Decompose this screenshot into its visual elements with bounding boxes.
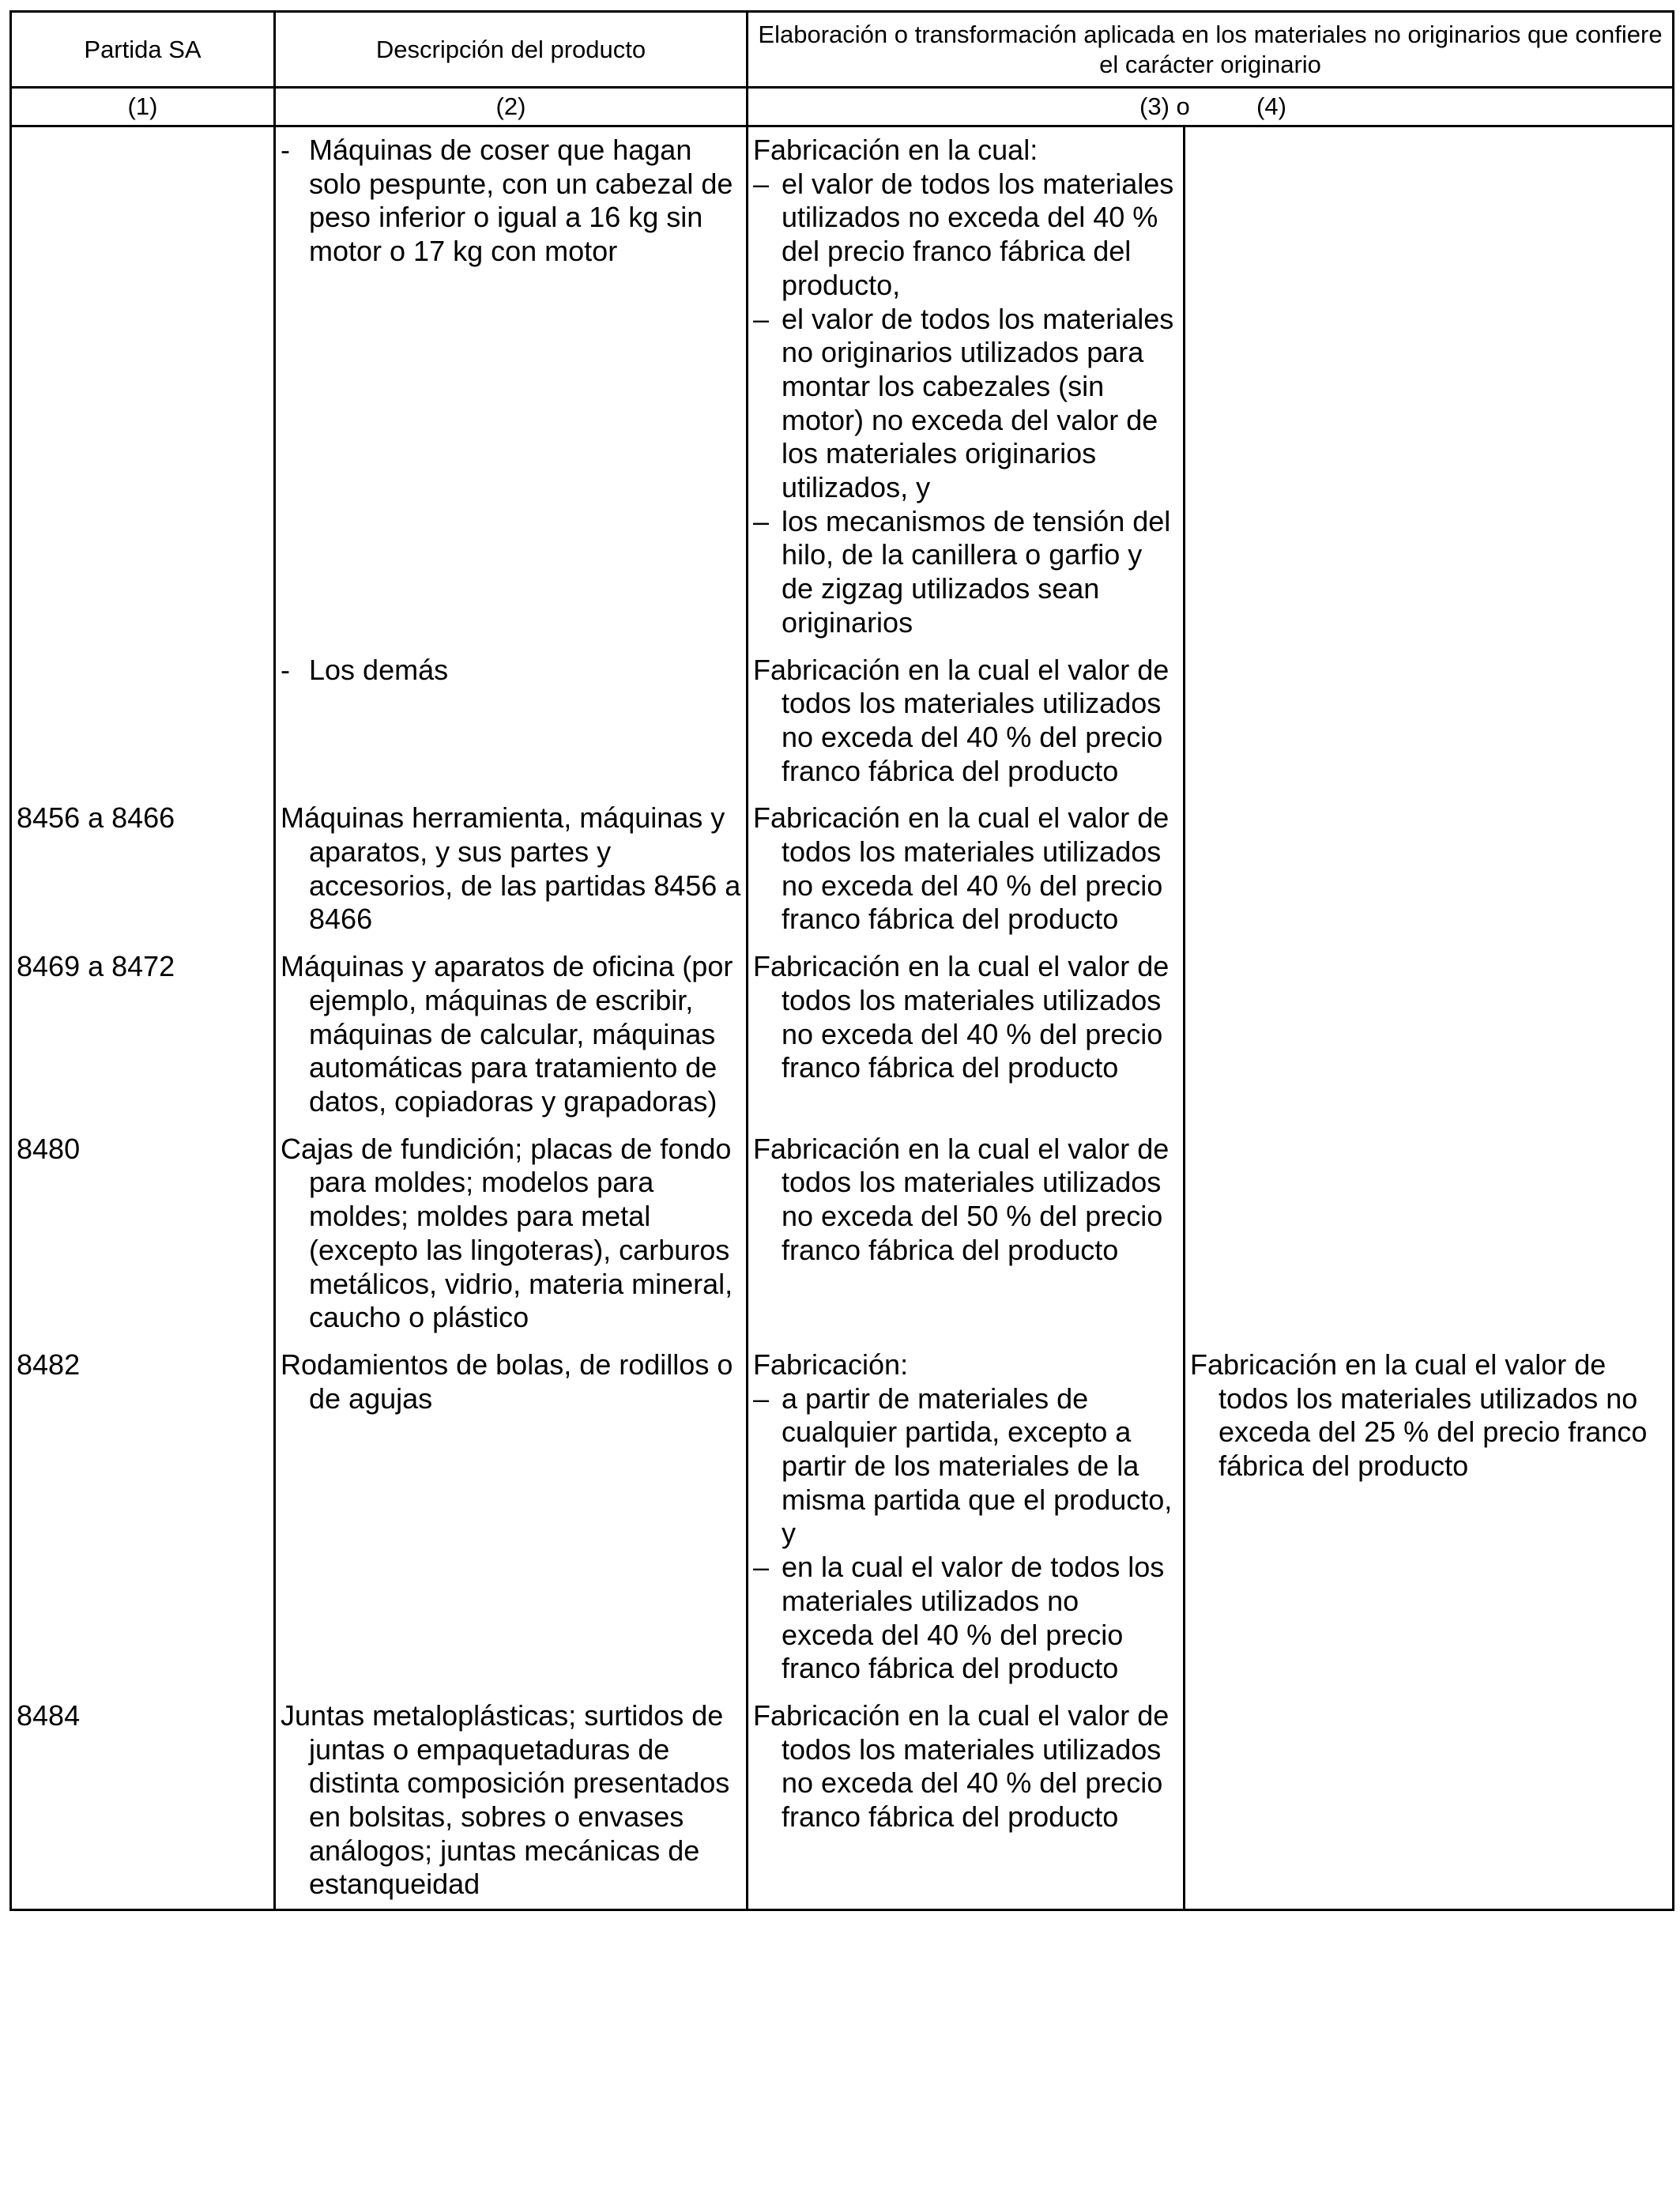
alternative-rule-text: Fabricación en la cual el valor de todos los materiales utilizados no exceda del 25 % del precio franco fábrica del producto: [1190, 1348, 1648, 1483]
description-cell: [275, 795, 748, 944]
description-text: Máquinas herramienta, máquinas y aparatos, y sus partes y accesorios, de las partidas 8456 a 8466: [281, 801, 741, 936]
table-row: [11, 126, 1674, 647]
rule-cell: [748, 1342, 1185, 1693]
alternative-rule-cell: [1185, 795, 1674, 944]
alternative-rule-cell: [1185, 126, 1674, 647]
rule-text: Fabricación en la cual el valor de todos los materiales utilizados no exceda del 40 % del precio franco fábrica del producto: [753, 950, 1170, 1084]
rule-item: los mecanismos de tensión del hilo, de la canillera o garfio y de zigzag utilizados sean originarios: [782, 504, 1171, 639]
rule-text: Fabricación en la cual el valor de todos los materiales utilizados no exceda del 40 % del precio franco fábrica del producto: [753, 801, 1170, 936]
description-text: Juntas metaloplásticas; surtidos de juntas o empaquetaduras de distinta composición presentados en bolsitas, sobres o envases análogos; juntas mecánicas de estanqueidad: [281, 1698, 730, 1901]
rule-cell: [748, 795, 1185, 944]
endash-marker: –: [753, 167, 770, 200]
description-cell: [275, 1342, 748, 1693]
rule-text: Fabricación en la cual el valor de todos los materiales utilizados no exceda del 50 % del precio franco fábrica del producto: [753, 1132, 1170, 1266]
rules-of-origin-table: [9, 10, 1674, 1911]
hs-code-cell: 8480: [11, 1126, 275, 1342]
header-partida-sa: Partida SA: [11, 12, 275, 88]
hs-code-cell: [11, 126, 275, 647]
col-number-3: (3) o: [1139, 92, 1190, 120]
hs-code-cell: [11, 647, 275, 796]
hs-code-cell: 8456 a 8466: [11, 795, 275, 944]
rule-cell: [748, 1126, 1185, 1342]
col-number-3-4: [748, 88, 1674, 126]
rule-cell: [748, 944, 1185, 1126]
alternative-rule-cell: [1185, 944, 1674, 1126]
alternative-rule-cell: [1185, 1693, 1674, 1910]
hs-code-cell: 8482: [11, 1342, 275, 1693]
header-elaboracion: Elaboración o transformación aplicada en los materiales no originarios que confiere el carácter originario: [748, 12, 1674, 88]
rule-cell: [748, 1693, 1185, 1910]
table-row: [11, 1126, 1674, 1342]
endash-marker: –: [753, 504, 770, 537]
endash-marker: –: [753, 1551, 770, 1584]
rule-intro: Fabricación:: [753, 1348, 909, 1381]
dash-marker: -: [281, 653, 290, 686]
header-descripcion: Descripción del producto: [275, 12, 748, 88]
col-number-4: (4): [1256, 92, 1286, 120]
alternative-rule-cell: [1185, 1342, 1674, 1693]
description-text: Rodamientos de bolas, de rodillos o de agujas: [281, 1348, 733, 1415]
table-row: [11, 944, 1674, 1126]
rule-text: Fabricación en la cual el valor de todos los materiales utilizados no exceda del 40 % del precio franco fábrica del producto: [753, 1698, 1170, 1834]
dash-marker: -: [281, 134, 290, 166]
rule-cell: [748, 126, 1185, 647]
description-text: Cajas de fundición; placas de fondo para moldes; modelos para moldes; moldes para metal (excepto las lingoteras), carburos metálicos, vidrio, materia mineral, caucho o plástico: [281, 1132, 733, 1334]
description-text: Máquinas de coser que hagan solo pespunte, con un cabezal de peso inferior o igual a 16 kg sin motor o 17 kg con motor: [309, 134, 733, 268]
col-number-1: (1): [11, 88, 275, 126]
rule-cell: [748, 647, 1185, 796]
rule-item: en la cual el valor de todos los materiales utilizados no exceda del 40 % del precio franco fábrica del producto: [782, 1551, 1165, 1685]
rule-item: a partir de materiales de cualquier partida, excepto a partir de los materiales de la misma partida que el producto, y: [782, 1382, 1173, 1550]
table-row: [11, 647, 1674, 796]
endash-marker: –: [753, 1382, 770, 1415]
rule-item: el valor de todos los materiales no originarios utilizados para montar los cabezales (sin motor) no exceda del valor de los materiales originarios utilizados, y: [782, 302, 1174, 504]
hs-code-cell: 8484: [11, 1693, 275, 1910]
alternative-rule-cell: [1185, 647, 1674, 796]
table-row: [11, 795, 1674, 944]
description-cell: [275, 126, 748, 647]
table-row: [11, 1693, 1674, 1910]
description-cell: [275, 1126, 748, 1342]
rule-intro: Fabricación en la cual:: [753, 134, 1038, 166]
header-row: [11, 12, 1674, 88]
description-text: Máquinas y aparatos de oficina (por ejemplo, máquinas de escribir, máquinas de calcular, máquinas automáticas para tratamiento de datos, copiadoras y grapadoras): [281, 950, 733, 1118]
hs-code-cell: 8469 a 8472: [11, 944, 275, 1126]
rule-text: Fabricación en la cual el valor de todos los materiales utilizados no exceda del 40 % del precio franco fábrica del producto: [753, 653, 1170, 787]
description-cell: [275, 944, 748, 1126]
col-number-2: (2): [275, 88, 748, 126]
description-text: Los demás: [309, 653, 449, 686]
endash-marker: –: [753, 302, 770, 335]
rule-item: el valor de todos los materiales utilizados no exceda del 40 % del precio franco fábrica del producto,: [782, 167, 1174, 301]
column-number-row: [11, 88, 1674, 126]
table-row: [11, 1342, 1674, 1693]
alternative-rule-cell: [1185, 1126, 1674, 1342]
description-cell: [275, 1693, 748, 1910]
description-cell: [275, 647, 748, 796]
